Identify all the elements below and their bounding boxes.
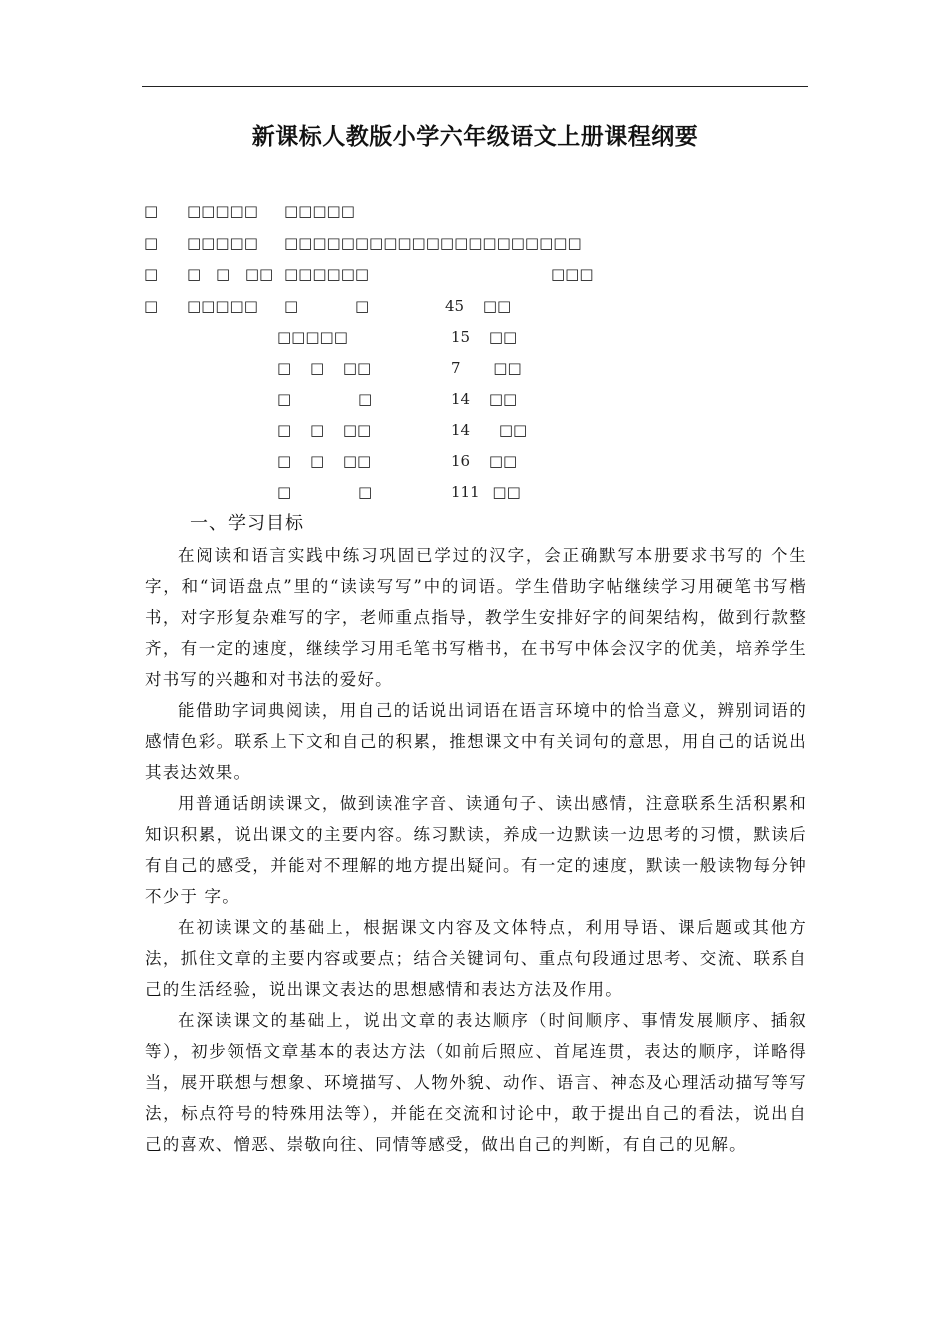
meta-value: □□□□□□ <box>284 265 370 283</box>
paragraph: 用普通话朗读课文，做到读准字音、读通句子、读出感情，注意联系生活积累和知识积累，说出课文的主要内容。练习默读，养成一边默读一边思考的习惯，默读后有自己的感受，并能对不理解的地方提出疑问。有一定的速度，默读一般读物每分钟不少于 字。 <box>145 794 807 906</box>
meta-bullet: □ <box>144 265 159 283</box>
hours-item-count: 14 □□ <box>451 421 528 439</box>
meta-value: □□□□□□□□□□□□□□□□□□□□□ <box>284 234 582 252</box>
section-heading: 一、学习目标 <box>190 513 304 534</box>
meta-bullet: □ <box>144 297 159 315</box>
hours-item-name: □ □ <box>284 297 370 315</box>
hours-item-name: □ □ □□ <box>277 359 372 377</box>
paragraph: 能借助字词典阅读，用自己的话说出词语在语言环境中的恰当意义，辨别词语的感情色彩。联系上下文和自己的积累，推想课文中有关词句的意思，用自己的话说出其表达效果。 <box>145 701 807 782</box>
hours-item-count: 16 □□ <box>451 452 518 470</box>
meta-extra: □□□ <box>551 265 594 283</box>
meta-value: □□□□□ <box>284 202 355 220</box>
section-body <box>145 540 807 1160</box>
paragraph: 在阅读和语言实践中练习巩固已学过的汉字，会正确默写本册要求书写的 个生字，和“词语盘点”里的“读读写写”中的词语。学生借助字帖继续学习用硬笔书写楷书，对字形复杂难写的字，老师重点指导，教学生安排好字的间架结构，做到行款整齐，有一定的速度，继续学习用毛笔书写楷书，在书写中体会汉字的优美，培养学生对书写的兴趣和对书法的爱好。 <box>145 546 807 689</box>
hours-item-count: 7 □□ <box>451 359 522 377</box>
hours-item-name: □ □ □□ <box>277 452 372 470</box>
hours-item-count: 15 □□ <box>451 328 518 346</box>
meta-bullet: □ <box>144 234 159 252</box>
hours-item-name: □ □ □□ <box>277 421 372 439</box>
hours-label: □□□□□ <box>187 297 258 315</box>
meta-label: □□□□□ <box>187 234 258 252</box>
paragraph: 在深读课文的基础上，说出文章的表达顺序（时间顺序、事情发展顺序、插叙等），初步领悟文章基本的表达方法（如前后照应、首尾连贯，表达的顺序，详略得当，展开联想与想象、环境描写、人物外貌、动作、语言、神态及心理活动描写等写法，标点符号的特殊用法等），并能在交流和讨论中，敢于提出自己的看法，说出自己的喜欢、憎恶、崇敬向往、同情等感受，做出自己的判断，有自己的见解。 <box>145 1011 807 1154</box>
header-rule <box>142 86 808 87</box>
paragraph: 在初读课文的基础上，根据课文内容及文体特点，利用导语、课后题或其他方法，抓住文章的主要内容或要点；结合关键词句、重点句段通过思考、交流、联系自己的生活经验，说出课文表达的思想感情和表达方法及作用。 <box>145 918 807 999</box>
meta-label: □□□□□ <box>187 202 258 220</box>
hours-item-name: □□□□□ <box>277 328 348 346</box>
hours-item-count: 45 □□ <box>445 297 512 315</box>
meta-bullet: □ <box>144 202 159 220</box>
hours-item-count: 14 □□ <box>451 390 518 408</box>
meta-label: □ □ □□ <box>187 265 274 283</box>
document-title: 新课标人教版小学六年级语文上册课程纲要 <box>251 124 699 150</box>
hours-item-name: □ □ <box>277 390 373 408</box>
hours-item-name: □ □ <box>277 483 373 501</box>
hours-item-count: 111 □□ <box>451 483 521 501</box>
